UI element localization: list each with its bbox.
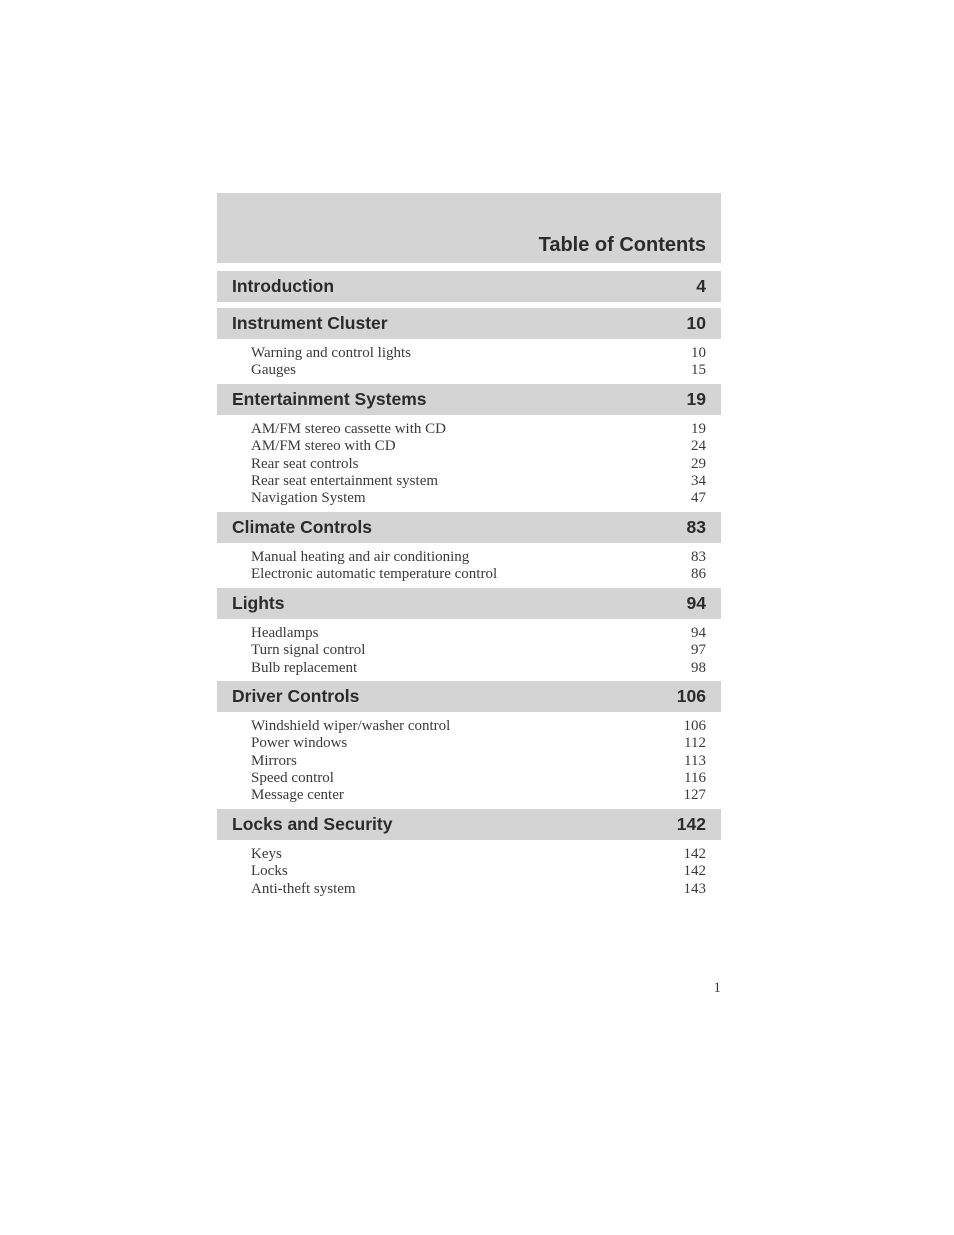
section-title: Driver Controls bbox=[232, 685, 360, 706]
list-item[interactable] bbox=[251, 735, 706, 752]
list-item-page: 19 bbox=[691, 420, 706, 437]
list-item-page: 83 bbox=[691, 548, 706, 565]
list-item[interactable] bbox=[251, 549, 706, 566]
list-item-page: 98 bbox=[691, 659, 706, 676]
list-item-label: Mirrors bbox=[251, 752, 297, 769]
section-page: 19 bbox=[686, 388, 706, 409]
list-item[interactable] bbox=[251, 881, 706, 898]
section-title: Climate Controls bbox=[232, 516, 373, 537]
section-sublist bbox=[217, 619, 721, 677]
list-item[interactable] bbox=[251, 421, 706, 438]
section-heading[interactable] bbox=[217, 271, 721, 302]
list-item-label: Message center bbox=[251, 787, 344, 804]
section-title: Instrument Cluster bbox=[232, 313, 388, 333]
list-item[interactable] bbox=[251, 625, 706, 642]
list-item-page: 86 bbox=[691, 566, 706, 583]
page-number: 1 bbox=[713, 980, 721, 996]
section-page: 94 bbox=[686, 592, 706, 613]
list-item[interactable] bbox=[251, 490, 706, 507]
section-title: Lights bbox=[232, 592, 285, 613]
section-heading[interactable] bbox=[217, 809, 721, 840]
section-sublist bbox=[217, 339, 721, 380]
section-page: 106 bbox=[676, 685, 706, 706]
list-item-label: Keys bbox=[251, 845, 282, 862]
section-page: 4 bbox=[696, 276, 706, 296]
list-item-label: Power windows bbox=[251, 735, 348, 752]
table-of-contents bbox=[217, 193, 721, 898]
list-item[interactable] bbox=[251, 863, 706, 880]
list-item[interactable] bbox=[251, 787, 706, 804]
section-heading[interactable] bbox=[217, 512, 721, 543]
list-item-label: Gauges bbox=[251, 362, 296, 379]
list-item-label: Navigation System bbox=[251, 490, 366, 507]
list-item-label: Locks bbox=[251, 863, 288, 880]
list-item-page: 142 bbox=[683, 863, 706, 880]
list-item[interactable] bbox=[251, 456, 706, 473]
toc-header bbox=[217, 193, 721, 263]
section-title: Introduction bbox=[232, 276, 335, 296]
section-sublist bbox=[217, 840, 721, 898]
list-item-label: Bulb replacement bbox=[251, 659, 358, 676]
section-heading[interactable] bbox=[217, 588, 721, 619]
section-heading[interactable] bbox=[217, 308, 721, 339]
list-item-page: 47 bbox=[691, 490, 706, 507]
section-title: Entertainment Systems bbox=[232, 388, 427, 409]
list-item-label: Headlamps bbox=[251, 624, 319, 641]
section-heading[interactable] bbox=[217, 681, 721, 712]
list-item-label: Speed control bbox=[251, 769, 334, 786]
list-item[interactable] bbox=[251, 345, 706, 362]
list-item-page: 142 bbox=[683, 845, 706, 862]
list-item[interactable] bbox=[251, 438, 706, 455]
section-heading[interactable] bbox=[217, 384, 721, 415]
list-item-page: 106 bbox=[683, 717, 706, 734]
section-page: 142 bbox=[676, 813, 706, 834]
list-item-page: 112 bbox=[684, 735, 706, 752]
list-item-page: 10 bbox=[691, 345, 706, 361]
list-item-label: Rear seat controls bbox=[251, 455, 359, 472]
list-item-label: Manual heating and air conditioning bbox=[251, 548, 470, 565]
list-item-page: 24 bbox=[691, 438, 706, 455]
list-item-page: 127 bbox=[683, 787, 706, 804]
list-item[interactable] bbox=[251, 473, 706, 490]
list-item-page: 34 bbox=[691, 472, 706, 489]
list-item-label: AM/FM stereo with CD bbox=[251, 438, 396, 455]
section-sublist bbox=[217, 543, 721, 584]
list-item-page: 97 bbox=[691, 642, 706, 659]
list-item-label: Windshield wiper/washer control bbox=[251, 717, 451, 734]
list-item[interactable] bbox=[251, 846, 706, 863]
list-item-page: 29 bbox=[691, 455, 706, 472]
toc-sections bbox=[217, 271, 721, 898]
list-item-label: Turn signal control bbox=[251, 642, 366, 659]
list-item-label: Electronic automatic temperature control bbox=[251, 566, 498, 583]
list-item[interactable] bbox=[251, 660, 706, 677]
list-item-label: AM/FM stereo cassette with CD bbox=[251, 420, 446, 437]
list-item-label: Rear seat entertainment system bbox=[251, 472, 439, 489]
section-sublist bbox=[217, 712, 721, 804]
section-sublist bbox=[217, 415, 721, 507]
list-item-page: 94 bbox=[691, 624, 706, 641]
list-item-label: Anti-theft system bbox=[251, 880, 356, 897]
list-item[interactable] bbox=[251, 566, 706, 583]
page-title: Table of Contents bbox=[538, 234, 706, 256]
list-item-page: 116 bbox=[684, 769, 706, 786]
list-item-label: Warning and control lights bbox=[251, 345, 412, 361]
list-item-page: 15 bbox=[691, 362, 706, 379]
section-title: Locks and Security bbox=[232, 813, 393, 834]
list-item[interactable] bbox=[251, 362, 706, 379]
list-item[interactable] bbox=[251, 770, 706, 787]
list-item[interactable] bbox=[251, 642, 706, 659]
section-page: 83 bbox=[686, 516, 706, 537]
section-page: 10 bbox=[686, 313, 706, 333]
list-item-page: 143 bbox=[683, 880, 706, 897]
list-item-page: 113 bbox=[684, 752, 706, 769]
list-item[interactable] bbox=[251, 718, 706, 735]
list-item[interactable] bbox=[251, 753, 706, 770]
